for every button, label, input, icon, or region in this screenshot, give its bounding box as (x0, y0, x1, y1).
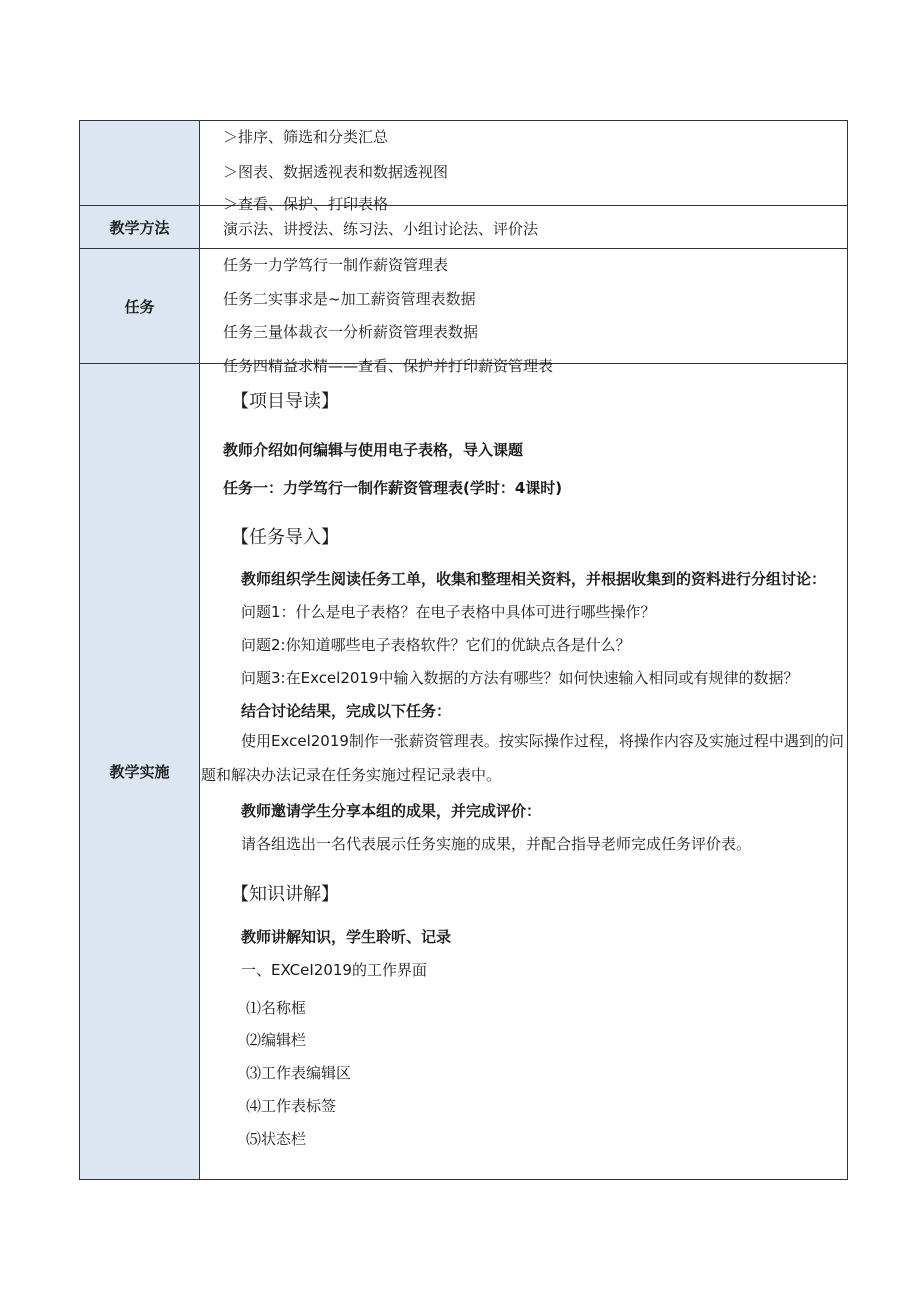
content-item: ＞图表、数据透视表和数据透视图 (223, 163, 449, 181)
section-heading: 【项目导读】 (231, 391, 339, 412)
method-row-header: 教学方法 (80, 206, 200, 248)
question-text: 问题1：什么是电子表格？在电子表格中具体可进行哪些操作？ (241, 603, 656, 621)
impl-row (80, 364, 847, 1179)
content-row (80, 121, 847, 213)
impl-row-header: 教学实施 (80, 364, 200, 1179)
lesson-table (79, 120, 848, 1180)
list-item: ⑶工作表编辑区 (246, 1064, 352, 1082)
list-item: ⑴名称框 (246, 999, 307, 1017)
list-item: ⑵编辑栏 (246, 1031, 307, 1049)
tasks-row-header: 任务 (80, 249, 200, 363)
content-item: ＞查看、保护、打印表格 (223, 195, 389, 213)
method-row (80, 206, 847, 249)
task1-heading: 任务一：力学笃行一制作薪资管理表(学时：4课时) (223, 479, 563, 497)
method-text: 演示法、讲授法、练习法、小组讨论法、评价法 (223, 220, 539, 238)
method-cell (201, 206, 847, 248)
list-item: ⑷工作表标签 (246, 1097, 337, 1115)
task-item: 任务一力学笃行一制作薪资管理表 (223, 256, 449, 274)
task-item: 任务四精益求精——查看、保护并打印薪资管理表 (223, 357, 554, 375)
para-text: 教师组织学生阅读任务工单，收集和整理相关资料，并根据收集到的资料进行分组讨论： (241, 570, 827, 588)
question-text: 问题2:你知道哪些电子表格软件？它们的优缺点各是什么？ (241, 636, 631, 654)
impl-cell (201, 364, 847, 1179)
section-heading: 【任务导入】 (231, 527, 339, 548)
tasks-row (80, 249, 847, 375)
task-item: 任务二实事求是~加工薪资管理表数据 (223, 290, 476, 308)
content-cell (201, 121, 847, 213)
para-text: 教师讲解知识，学生聆听、记录 (241, 928, 452, 946)
section-heading: 【知识讲解】 (231, 884, 339, 905)
list-item: ⑸状态栏 (246, 1130, 307, 1148)
para-text: 请各组选出一名代表展示任务实施的成果，并配合指导老师完成任务评价表。 (241, 835, 752, 853)
para-text: 一、EXCeI2019的工作界面 (241, 961, 427, 979)
tasks-cell (201, 249, 847, 375)
content-item: ＞排序、筛选和分类汇总 (223, 128, 389, 146)
question-text: 问题3:在Excel2019中输入数据的方法有哪些？如何快速输入相同或有规律的数据？ (241, 669, 799, 687)
para-text: 结合讨论结果，完成以下任务： (241, 702, 452, 720)
intro-text: 教师介绍如何编辑与使用电子表格，导入课题 (223, 441, 524, 459)
para-text: 教师邀请学生分享本组的成果，并完成评价： (241, 802, 542, 820)
para-text: 使用Excel2019制作一张薪资管理表。按实际操作过程，将操作内容及实施过程中遇到的问题和解决办法记录在任务实施过程记录表中。 (201, 732, 844, 784)
content-row-header (80, 121, 200, 205)
task-item: 任务三量体裁衣一分析薪资管理表数据 (223, 323, 479, 341)
